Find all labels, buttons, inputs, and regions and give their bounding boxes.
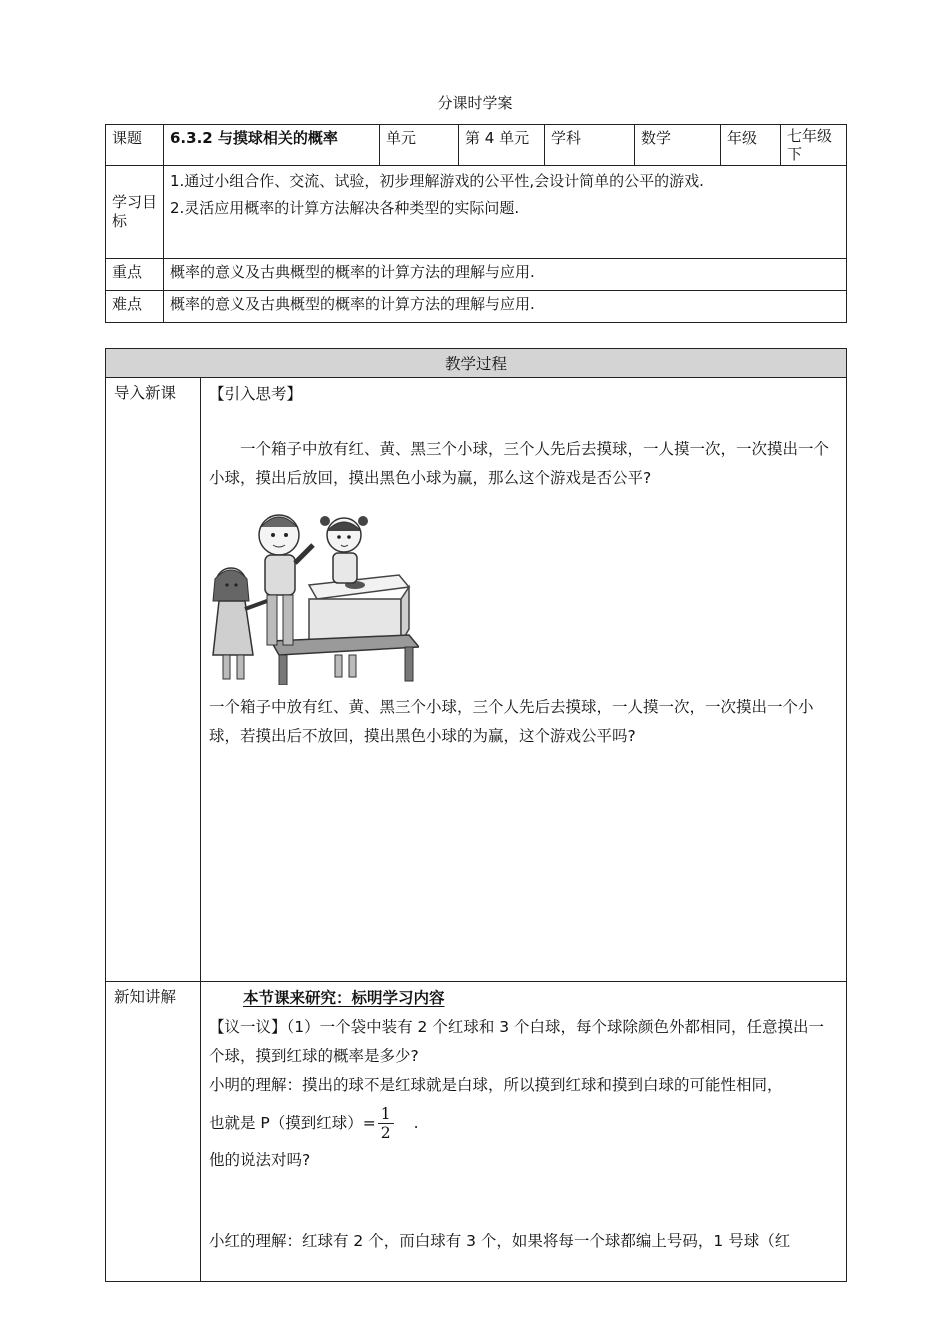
intro-paragraph-1: 一个箱子中放有红、黄、黑三个小球，三个人先后去摸球，一人摸一次，一次摸出一个小球，摸出后放回，摸出黑色小球为赢，那么这个游戏是否公平? — [209, 440, 830, 487]
subject-label: 学科 — [545, 125, 635, 166]
new-knowledge-content — [201, 982, 847, 1282]
grade-value: 七年级下 — [781, 125, 847, 166]
formula-line — [209, 1100, 838, 1146]
topic-label: 课题 — [106, 125, 164, 166]
discuss-paragraph: 【议一议】（1）一个袋中装有 2 个红球和 3 个白球，每个球除颜色外都相同，任意摸出一个球，摸到红球的概率是多少? — [209, 1018, 825, 1065]
question-line: 他的说法对吗? — [209, 1151, 311, 1169]
goal-line-2: 2.灵活应用概率的计算方法解决各种类型的实际问题. — [170, 199, 520, 217]
formula-suffix: . — [413, 1113, 419, 1132]
difficulty-label: 难点 — [106, 291, 164, 323]
intro-heading: 【引入思考】 — [209, 385, 303, 403]
key-label: 重点 — [106, 259, 164, 291]
intro-content — [201, 378, 847, 982]
process-header: 教学过程 — [106, 349, 847, 378]
info-table — [105, 124, 847, 323]
xiaoming-paragraph: 小明的理解：摸出的球不是红球就是白球，所以摸到红球和摸到白球的可能性相同， — [209, 1076, 783, 1094]
unit-value: 第 4 单元 — [459, 125, 545, 166]
goal-content — [164, 166, 847, 259]
goal-label: 学习目标 — [106, 166, 164, 259]
formula-prefix: 也就是 P（摸到红球）= — [209, 1113, 376, 1132]
key-value: 概率的意义及古典概型的概率的计算方法的理解与应用. — [164, 259, 847, 291]
difficulty-value: 概率的意义及古典概型的概率的计算方法的理解与应用. — [164, 291, 847, 323]
page-title: 分课时学案 — [437, 94, 513, 112]
fraction-numerator: 1 — [378, 1105, 394, 1124]
intro-label: 导入新课 — [106, 378, 201, 982]
intro-paragraph-2: 一个箱子中放有红、黄、黑三个小球，三个人先后去摸球，一人摸一次，一次摸出一个小球，若摸出后不放回，摸出黑色小球的为赢，这个游戏公平吗? — [209, 698, 814, 745]
topic-value: 6.3.2 与摸球相关的概率 — [164, 125, 380, 166]
new-knowledge-heading: 本节课来研究：标明学习内容 — [243, 989, 445, 1007]
xiaohong-paragraph: 小红的理解：红球有 2 个，而白球有 3 个，如果将每一个球都编上号码，1 号球（红 — [209, 1232, 791, 1250]
subject-value: 数学 — [635, 125, 721, 166]
goal-line-1: 1.通过小组合作、交流、试验，初步理解游戏的公平性,会设计简单的公平的游戏. — [170, 172, 704, 190]
fraction-one-half — [378, 1105, 394, 1142]
grade-label: 年级 — [721, 125, 781, 166]
unit-label: 单元 — [380, 125, 459, 166]
fraction-denominator: 2 — [380, 1123, 391, 1142]
new-knowledge-label: 新知讲解 — [106, 982, 201, 1282]
kids-drawing-ball-illustration — [209, 505, 419, 685]
process-table — [105, 348, 847, 1282]
